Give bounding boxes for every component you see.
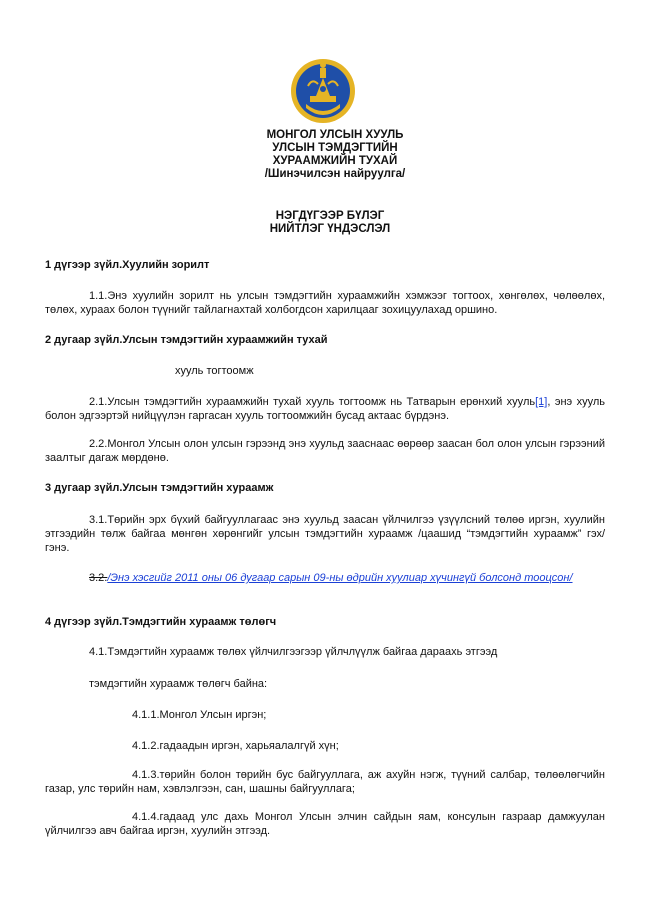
- article-3-paragraph-2: [45, 571, 605, 585]
- article-3-heading: 3 дугаар зүйл.Улсын тэмдэгтийн хураамж: [45, 482, 274, 494]
- article-4-paragraph-1: 4.1.Тэмдэгтийн хураамж төлөх үйлчилгээгээр үйлчлүүлж байгаа дараахь этгээд: [89, 646, 498, 658]
- article-1-paragraph-1: 1.1.Энэ хуулийн зорилт нь улсын тэмдэгтийн хураамжийн хэмжээг тогтоох, хөнгөлөх, чөлөөлөх, төлөх, хураах болон түүнийг тайлагнахтай холбогдсон харилцааг зохицуулахад оршино.: [45, 290, 605, 316]
- article-4-paragraph-1-cont: тэмдэгтийн хураамж төлөгч байна:: [89, 678, 268, 690]
- article-2-subheading: хууль тогтоомж: [175, 365, 254, 377]
- title-line-1: МОНГОЛ УЛСЫН ХУУЛЬ: [266, 129, 404, 141]
- article-4-item-4: 4.1.4.гадаад улс дахь Монгол Улсын элчин сайдын яам, консулын газраар дамжуулан үйлчилгээ авч байгаа иргэн, хуулийн этгээд.: [45, 811, 605, 837]
- article-3-p2-number: 3.2.: [89, 572, 108, 584]
- article-4-heading: 4 дүгээр зүйл.Тэмдэгтийн хураамж төлөгч: [45, 616, 277, 628]
- article-4-item-2: 4.1.2.гадаадын иргэн, харьяалалгүй хүн;: [132, 740, 339, 752]
- article-4-item-1: 4.1.1.Монгол Улсын иргэн;: [132, 709, 267, 721]
- state-emblem-icon: [290, 56, 356, 126]
- chapter-line-1: НЭГДҮГЭЭР БҮЛЭГ: [275, 210, 385, 222]
- article-2-p1-text-a: 2.1.Улсын тэмдэгтийн хураамжийн тухай хууль тогтоомж нь Татварын ерөнхий хууль: [89, 396, 536, 408]
- repeal-note-link[interactable]: /Энэ хэсгийг 2011 оны 06 дугаар сарын 09-ны өдрийн хуулиар хүчингүй болсонд тооцсон/: [107, 572, 573, 584]
- chapter-heading: [0, 210, 650, 236]
- chapter-line-2: НИЙТЛЭГ ҮНДЭСЛЭЛ: [269, 223, 391, 235]
- title-line-3: ХУРААМЖИЙН ТУХАЙ: [272, 155, 398, 167]
- title-line-4: /Шинэчилсэн найруулга/: [264, 168, 406, 180]
- article-4-item-3: 4.1.3.төрийн болон төрийн бус байгууллага, аж ахуйн нэгж, түүний салбар, төлөөлөгчийн газар, улс төрийн нам, хэвлэлгээн, сан, шашны байгууллага;: [45, 769, 605, 795]
- article-1-heading: 1 дүгээр зүйл.Хуулийн зорилт: [45, 259, 210, 271]
- law-title: [0, 129, 650, 181]
- title-line-2: УЛСЫН ТЭМДЭГТИЙН: [272, 142, 398, 154]
- footnote-link[interactable]: [1]: [535, 396, 548, 408]
- article-2-heading: 2 дугаар зүйл.Улсын тэмдэгтийн хураамжийн тухай: [45, 334, 328, 346]
- article-2-paragraph-2: 2.2.Монгол Улсын олон улсын гэрээнд энэ хуульд зааснаас өөрөөр заасан бол олон улсын гэрээний заалтыг дагаж мөрдөнө.: [45, 438, 605, 464]
- article-2-paragraph-1: [45, 395, 605, 423]
- article-3-paragraph-1: 3.1.Төрийн эрх бүхий байгууллагаас энэ хуульд заасан үйлчилгээ үзүүлсний төлөө иргэн, хуулийн этгээдийн төлж байгаа мөнгөн хөрөнгийг улсын тэмдэгтийн хураамж /цаашид “тэмдэгтийн хураамж” гэх/ гэнэ.: [45, 514, 605, 554]
- article-2-p1-text-b: , энэ хууль болон эдгээртэй нийцүүлэн гаргасан хууль тогтоомжийн бусад актаас бүрдэнэ.: [45, 396, 605, 422]
